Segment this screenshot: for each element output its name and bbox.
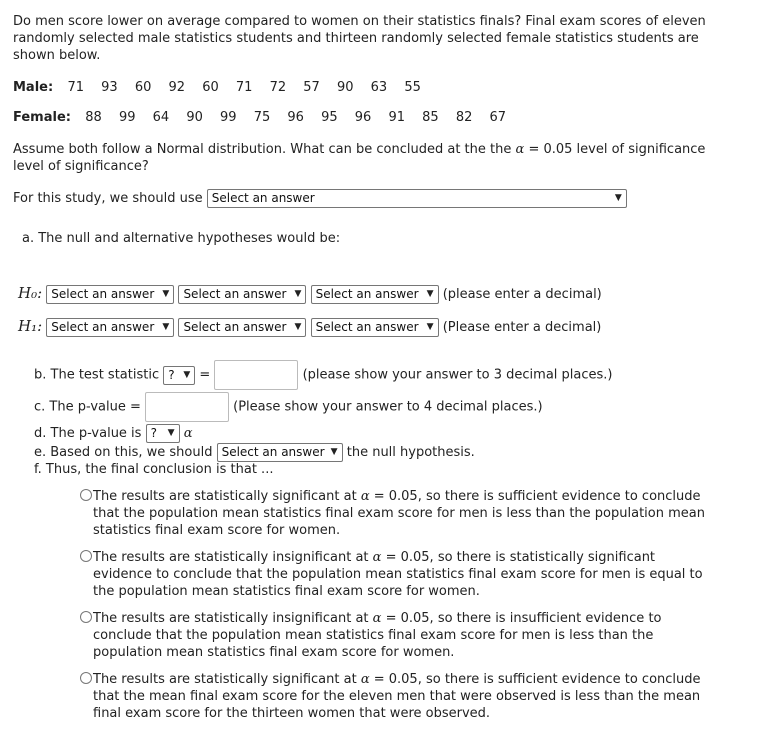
assume-tail: = 0.05 level of significance xyxy=(528,142,706,157)
radio-button[interactable] xyxy=(80,611,92,623)
part-a-text: a. The null and alternative hypotheses would be: xyxy=(22,231,341,246)
assumption-text xyxy=(13,141,733,158)
part-e-suffix: the null hypothesis. xyxy=(346,445,475,460)
h1-label: H₁: xyxy=(18,317,43,335)
equals-sign: = xyxy=(199,367,211,383)
alpha-symbol: α xyxy=(515,142,525,157)
conclusion-option-text xyxy=(93,671,710,722)
chevron-down-icon: ▼ xyxy=(162,322,170,332)
part-e-prefix: e. Based on this, we should xyxy=(34,445,213,460)
conclusion-option-text xyxy=(93,549,710,600)
female-score: 75 xyxy=(253,110,271,125)
male-score: 93 xyxy=(101,80,118,95)
alpha-symbol: α xyxy=(372,550,382,565)
conclusion-option[interactable] xyxy=(80,671,710,722)
radio-button[interactable] xyxy=(80,550,92,562)
h1-select-2[interactable] xyxy=(178,318,306,337)
part-c-row xyxy=(34,392,543,422)
female-score: 90 xyxy=(186,110,203,125)
male-score: 92 xyxy=(168,80,186,95)
chevron-down-icon: ▼ xyxy=(330,447,338,457)
h0-note: (please enter a decimal) xyxy=(442,287,602,302)
female-score: 88 xyxy=(85,110,102,125)
test-statistic-type-select[interactable] xyxy=(163,366,195,385)
chevron-down-icon: ▼ xyxy=(162,289,170,299)
decision-select-value: Select an answer xyxy=(221,445,325,459)
study-method-select[interactable] xyxy=(207,189,627,208)
male-score: 90 xyxy=(336,80,354,95)
h1-select-1-value: Select an answer xyxy=(51,320,155,334)
option-text-a: The results are statistically insignificant at xyxy=(93,611,369,626)
intro-text: Do men score lower on average compared to women on their statistics finals? Final exam scores of eleven randomly selected male statistics students and thirteen randomly selected female statistics students are shown below. xyxy=(13,14,706,63)
h1-select-2-value: Select an answer xyxy=(183,320,287,334)
chevron-down-icon: ▼ xyxy=(183,369,191,380)
chevron-down-icon: ▼ xyxy=(426,322,434,332)
option-text-a: The results are statistically insignificant at xyxy=(93,550,369,565)
chevron-down-icon: ▼ xyxy=(294,322,302,332)
decision-select[interactable] xyxy=(217,443,343,462)
male-score: 63 xyxy=(370,80,388,95)
alpha-symbol: α xyxy=(360,489,370,504)
study-select-value: Select an answer xyxy=(211,191,315,205)
conclusion-option[interactable] xyxy=(80,549,710,600)
male-score: 57 xyxy=(303,80,320,95)
option-text-a: The results are statistically significant at xyxy=(93,672,357,687)
option-text-b: = 0.05, so there is insufficient evidence to conclude that the population mean statistics final exam score for men is less than the population mean statistics final exam score for women. xyxy=(93,611,662,660)
study-row xyxy=(13,189,627,208)
option-text-a: The results are statistically significant at xyxy=(93,489,357,504)
study-prefix: For this study, we should use xyxy=(13,191,203,206)
part-d-prefix: d. The p-value is xyxy=(34,426,142,441)
female-score: 99 xyxy=(118,110,136,125)
part-c-note: (Please show your answer to 4 decimal places.) xyxy=(233,399,543,415)
female-score: 64 xyxy=(152,110,170,125)
h0-label: H₀: xyxy=(18,284,43,302)
alpha-symbol: α xyxy=(360,672,370,687)
part-b-row xyxy=(34,360,612,390)
male-score: 72 xyxy=(269,80,287,95)
assume-line2: level of significance? xyxy=(13,159,149,174)
male-score: 60 xyxy=(202,80,219,95)
h0-row xyxy=(18,284,602,304)
part-d-row xyxy=(34,424,193,443)
part-b-prefix: b. The test statistic xyxy=(34,367,160,383)
conclusion-option[interactable] xyxy=(80,488,710,539)
assume-text: Assume both follow a Normal distribution. What can be concluded at the the xyxy=(13,142,512,157)
conclusion-option-text xyxy=(93,488,710,539)
h1-row xyxy=(18,317,601,337)
female-score: 82 xyxy=(455,110,473,125)
female-score: 96 xyxy=(287,110,304,125)
female-label: Female: xyxy=(13,110,71,125)
part-b-note: (please show your answer to 3 decimal places.) xyxy=(302,367,613,383)
h0-select-3-value: Select an answer xyxy=(315,287,419,301)
p-value-compare-select[interactable] xyxy=(146,424,180,443)
h0-select-2[interactable] xyxy=(178,285,306,304)
test-statistic-input[interactable] xyxy=(214,360,298,390)
part-f-text: f. Thus, the final conclusion is that ... xyxy=(34,462,274,477)
chevron-down-icon: ▼ xyxy=(294,289,302,299)
male-score: 55 xyxy=(404,80,421,95)
female-scores xyxy=(13,110,519,125)
test-statistic-type-value: ? xyxy=(168,367,175,382)
h1-note: (Please enter a decimal) xyxy=(442,320,602,335)
alpha-symbol: α xyxy=(183,426,193,441)
male-scores xyxy=(13,80,434,95)
female-score: 85 xyxy=(422,110,439,125)
male-score: 60 xyxy=(134,80,152,95)
female-score: 91 xyxy=(388,110,405,125)
female-score: 96 xyxy=(354,110,372,125)
female-score: 99 xyxy=(220,110,237,125)
radio-button[interactable] xyxy=(80,489,92,501)
h1-select-1[interactable] xyxy=(46,318,174,337)
conclusion-option[interactable] xyxy=(80,610,710,661)
h0-select-2-value: Select an answer xyxy=(183,287,287,301)
h0-select-1-value: Select an answer xyxy=(51,287,155,301)
p-value-compare-value: ? xyxy=(150,426,157,440)
male-score: 71 xyxy=(235,80,253,95)
female-score: 95 xyxy=(321,110,338,125)
male-score: 71 xyxy=(67,80,85,95)
option-text-b: = 0.05, so there is statistically significant evidence to conclude that the population mean statistics final exam score for men is equal to the population mean statistics final exam score for women. xyxy=(93,550,703,599)
part-e-row xyxy=(34,443,475,462)
option-text-b: = 0.05, so there is sufficient evidence to conclude that the population mean statistics final exam score for men is less than the population mean statistics final exam score for women. xyxy=(93,489,705,538)
chevron-down-icon: ▼ xyxy=(614,193,622,203)
option-text-b: = 0.05, so there is sufficient evidence to conclude that the mean final exam score for the eleven men that were observed is less than the mean final exam score for the thirteen women that were observed. xyxy=(93,672,701,721)
h1-select-3-value: Select an answer xyxy=(315,320,419,334)
female-score: 67 xyxy=(489,110,507,125)
chevron-down-icon: ▼ xyxy=(426,289,434,299)
p-value-input[interactable] xyxy=(145,392,229,422)
h0-select-3[interactable] xyxy=(311,285,439,304)
part-c-prefix: c. The p-value = xyxy=(34,399,141,415)
conclusion-option-text xyxy=(93,610,710,661)
alpha-symbol: α xyxy=(372,611,382,626)
male-label: Male: xyxy=(13,80,54,95)
h0-select-1[interactable] xyxy=(46,285,174,304)
chevron-down-icon: ▼ xyxy=(167,428,175,438)
radio-button[interactable] xyxy=(80,672,92,684)
h1-select-3[interactable] xyxy=(311,318,439,337)
